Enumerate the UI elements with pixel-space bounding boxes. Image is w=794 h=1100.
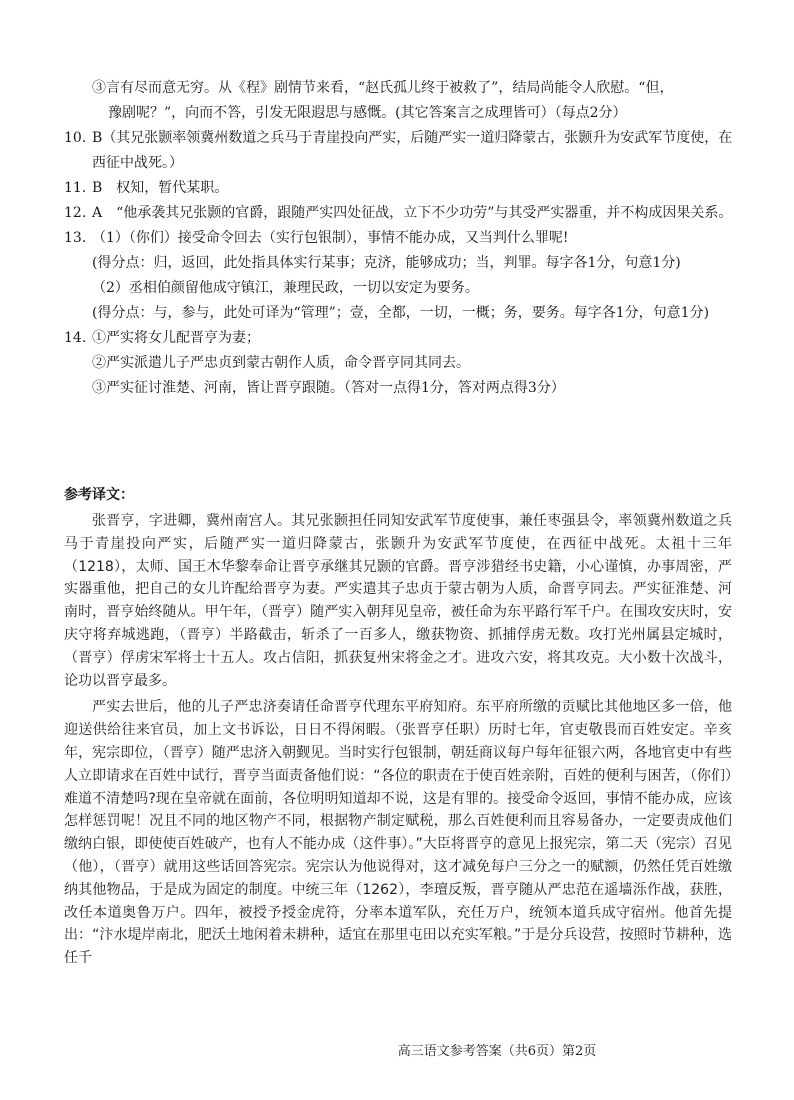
answer-point: ②严实派遣儿子严忠贞到蒙古朝作人质，命令晋亨同其同去。 xyxy=(92,355,470,371)
item-number: 13. xyxy=(64,230,87,246)
scoring-points: (得分点：归，返回，此处指具体实行某事；克济，能够成功；当，判罪。每字各1分，句意1分) xyxy=(92,255,681,271)
answer-point: ①严实将女儿配晋亨为妻； xyxy=(92,330,260,346)
answer-item-11 xyxy=(64,176,734,201)
answer-text: （1）（你们）接受命令回去（实行包银制），事情不能办成，又当判什么罪呢! xyxy=(92,230,569,246)
answer-text: （2）丞相伯颜留他成守镇江，兼理民政，一切以安定为要务。 xyxy=(92,280,479,296)
page-footer: 高三语文参考答案（共6页）第2页 xyxy=(397,1044,597,1059)
answer-item-10 xyxy=(64,126,734,176)
item-number: 10. xyxy=(64,130,87,146)
answer-item-13 xyxy=(64,226,734,326)
answer-text: A “他承袭其兄张颢的官爵，跟随严实四处征战，立下不少功劳”与其受严实器重，并不构成因果关系。 xyxy=(92,205,733,221)
item-number: 14. xyxy=(64,330,87,346)
answer-item-9-part-3 xyxy=(64,76,734,126)
answer-text: B 权知，暂代某职。 xyxy=(92,180,229,196)
translation-paragraph: 严实去世后，他的儿子严忠济奏请任命晋亨代理东平府知府。东平府所缴的贡赋比其他地区多一倍，他迎送供给往来官员，加上文书诉讼，日日不得闲暇。（张晋亨任职）历时七年，官吏敬畏而百姓安定。辛亥年，宪宗即位，（晋亨）随严忠济入朝觐见。当时实行包银制，朝廷商议每户每年征银六两，各地官吏中有些人立即请求在百姓中试行，晋亨当面责备他们说：“各位的职责在于使百姓亲附，百姓的便利与困苦，（你们）难道不清楚吗?现在皇帝就在面前，各位明明知道却不说，这是有罪的。接受命令返回，事情不能办成，应该怎样惩罚呢！况且不同的地区物产不同，根据物产制定赋税，那么百姓便利而且容易备办，一定要责成他们缴纳白银，即使使百姓破产，也有人不能办成（这件事）。”大臣将晋亨的意见上报宪宗，第二天（宪宗）召见（他），（晋亨）就用这些话回答宪宗。宪宗认为他说得对，这才减免每户三分之一的赋额，仍然任凭百姓缴纳其他物品，于是成为固定的制度。中统三年（1262），李璮反叛，晋亨随从严忠范在遥墙泺作战，获胜，改任本道奥鲁万户。四年，被授予授金虎符，分率本道军队，充任万户，统领本道兵成守宿州。他首先提出：“汴水堤岸南北，肥沃土地闲着未耕种，适宜在那里屯田以充实军粮。”于是分兵设营，按照时节耕种，选任千 xyxy=(64,699,732,967)
translation-body xyxy=(64,510,732,974)
item-number xyxy=(64,76,92,126)
answer-text: B（其兄张颢率领冀州数道之兵马于青崖投向严实，后随严实一道归降蒙古，张颢升为安武军节度使，在西征中战死。） xyxy=(92,130,733,171)
scoring-points: (得分点：与，参与，此处可译为“管理”；壹，全都，一切，一概；务，要务。每字各1分，句意1分) xyxy=(92,305,710,321)
item-number: 12. xyxy=(64,205,87,221)
item-number: 11. xyxy=(64,180,87,196)
answer-point: ③严实征讨淮楚、河南，皆让晋亨跟随。（答对一点得1分，答对两点得3分） xyxy=(92,380,565,396)
answer-item-14 xyxy=(64,326,734,401)
answer-item-12 xyxy=(64,201,734,226)
answer-text: ③言有尽而意无穷。从《程》剧情节来看，“赵氏孤儿终于被救了”，结局尚能令人欣慰。“但， xyxy=(92,80,674,96)
answer-section xyxy=(64,76,734,401)
translation-heading: 参考译文： xyxy=(64,487,134,503)
answer-text: 豫剧呢？”，向而不答，引发无限遐思与感慨。(其它答案言之成理皆可）（每点2分） xyxy=(108,105,627,121)
translation-paragraph: 张晋亨，字进卿，冀州南宫人。其兄张颢担任同知安武军节度使事，兼任枣强县令，率领冀州数道之兵马于青崖投向严实，后随严实一道归降蒙古，张颢升为安武军节度使，在西征中战死。太祖十三年（1218），太师、国王木华黎奉命让晋亨承继其兄颢的官爵。晋亨涉猎经书史籍，小心谨慎，办事周密，严实器重他，把自己的女儿许配给晋亨为妻。严实遣其子忠贞于蒙古朝为人质，命晋亨同去。严实征淮楚、河南时，晋亨始终随从。甲午年，（晋亨）随严实入朝拜见皇帝，被任命为东平路行军千户。在围攻安庆时，安庆守将弃城逃跑，（晋亨）半路截击，斩杀了一百多人，缴获物资、抓捕俘虏无数。攻打光州属县定城时，（晋亨）俘虏宋军将士十五人。攻占信阳，抓获复州宋将金之才。进攻六安，将其攻克。大小数十次战斗，论功以晋亨最多。 xyxy=(64,513,732,689)
